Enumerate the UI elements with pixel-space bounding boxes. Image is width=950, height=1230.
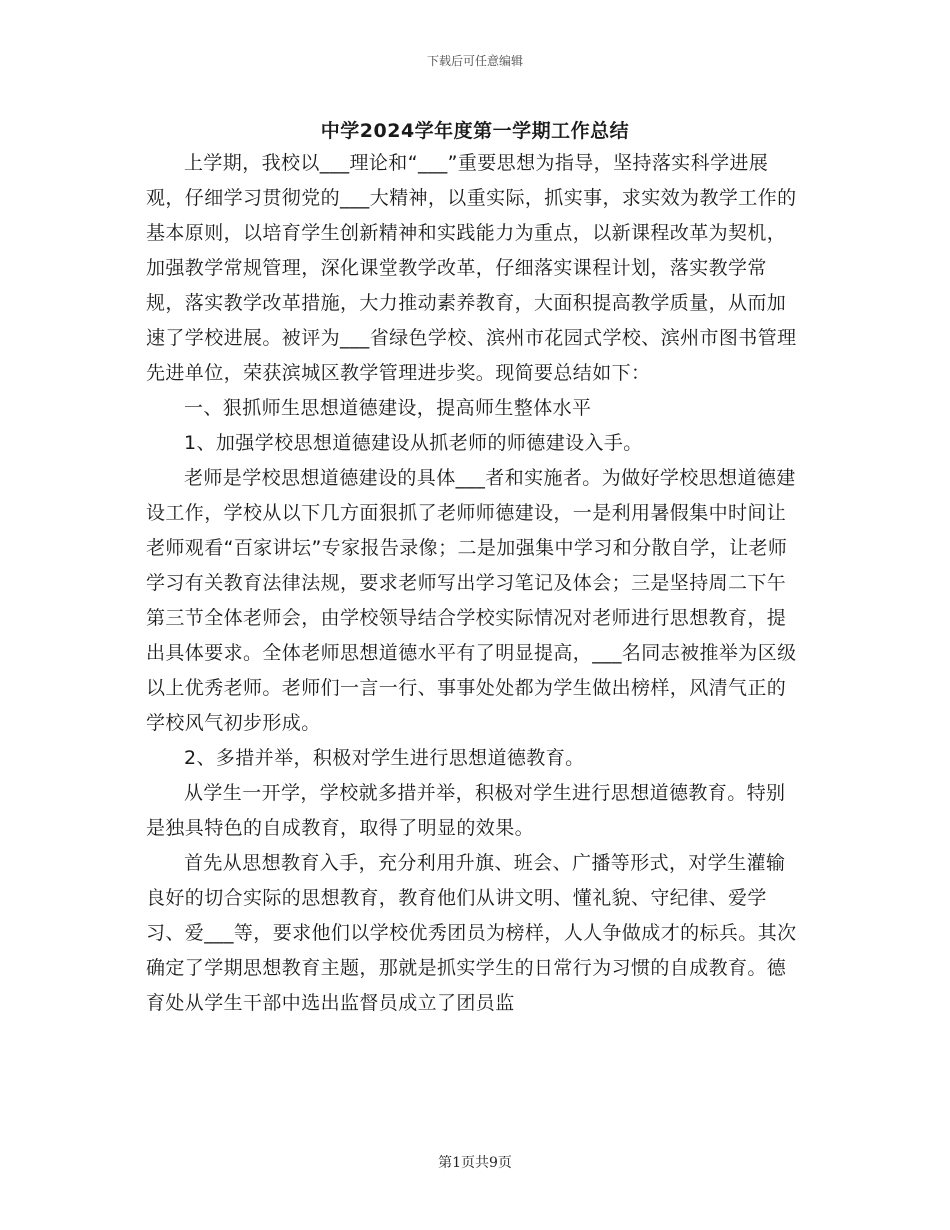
paragraph-intro: 上学期，我校以___理论和“___”重要思想为指导，坚持落实科学进展观，仔细学习贯彻党的___大精神，以重实际，抓实事，求实效为教学工作的基本原则，以培育学生创新精神和实践能力为重点，以新课程改革为契机，加强教学常规管理，深化课堂教学改革，仔细落实课程计划，落实教学常规，落实教学改革措施，大力推动素养教育，大面积提高教学质量，从而加速了学校进展。被评为___省绿色学校、滨州市花园式学校、滨州市图书管理先进单位，荣获滨城区教学管理进步奖。现简要总结如下： <box>146 152 797 384</box>
paragraph-ideological-education: 首先从思想教育入手，充分利用升旗、班会、广播等形式，对学生灌输良好的切合实际的思想教育，教育他们从讲文明、懂礼貌、守纪律、爱学习、爱___等，要求他们以学校优秀团员为榜样，人人争做成才的标兵。其次确定了学期思想教育主题，那就是抓实学生的日常行为习惯的自成教育。德育处从学生干部中选出监督员成立了团员监 <box>146 852 797 1014</box>
document-body <box>146 146 804 1021</box>
section-heading-1: 一、狠抓师生思想道德建设，提高师生整体水平 <box>184 397 592 419</box>
paragraph-student-education: 从学生一开学，学校就多措并举，积极对学生进行思想道德教育。特别是独具特色的自成教育，取得了明显的效果。 <box>146 782 786 839</box>
page-indicator: 第1页共9页 <box>438 1155 512 1171</box>
subheading-2: 2、多措并举，积极对学生进行思想道德教育。 <box>184 747 585 769</box>
document-title: 中学2024学年度第一学期工作总结 <box>320 120 630 142</box>
header-note: 下载后可任意编辑 <box>426 54 523 68</box>
paragraph-teacher-ethics: 老师是学校思想道德建设的具体___者和实施者。为做好学校思想道德建设工作，学校从以下几方面狠抓了老师师德建设，一是利用暑假集中时间让老师观看“百家讲坛”专家报告录像；二是加强集中学习和分散自学，让老师学习有关教育法律法规，要求老师写出学习笔记及体会；三是坚持周二下午第三节全体老师会，由学校领导结合学校实际情况对老师进行思想教育，提出具体要求。全体老师思想道德水平有了明显提高，___名同志被推举为区级以上优秀老师。老师们一言一行、事事处处都为学生做出榜样，风清气正的学校风气初步形成。 <box>146 467 797 734</box>
subheading-1: 1、加强学校思想道德建设从抓老师的师德建设入手。 <box>184 432 643 454</box>
